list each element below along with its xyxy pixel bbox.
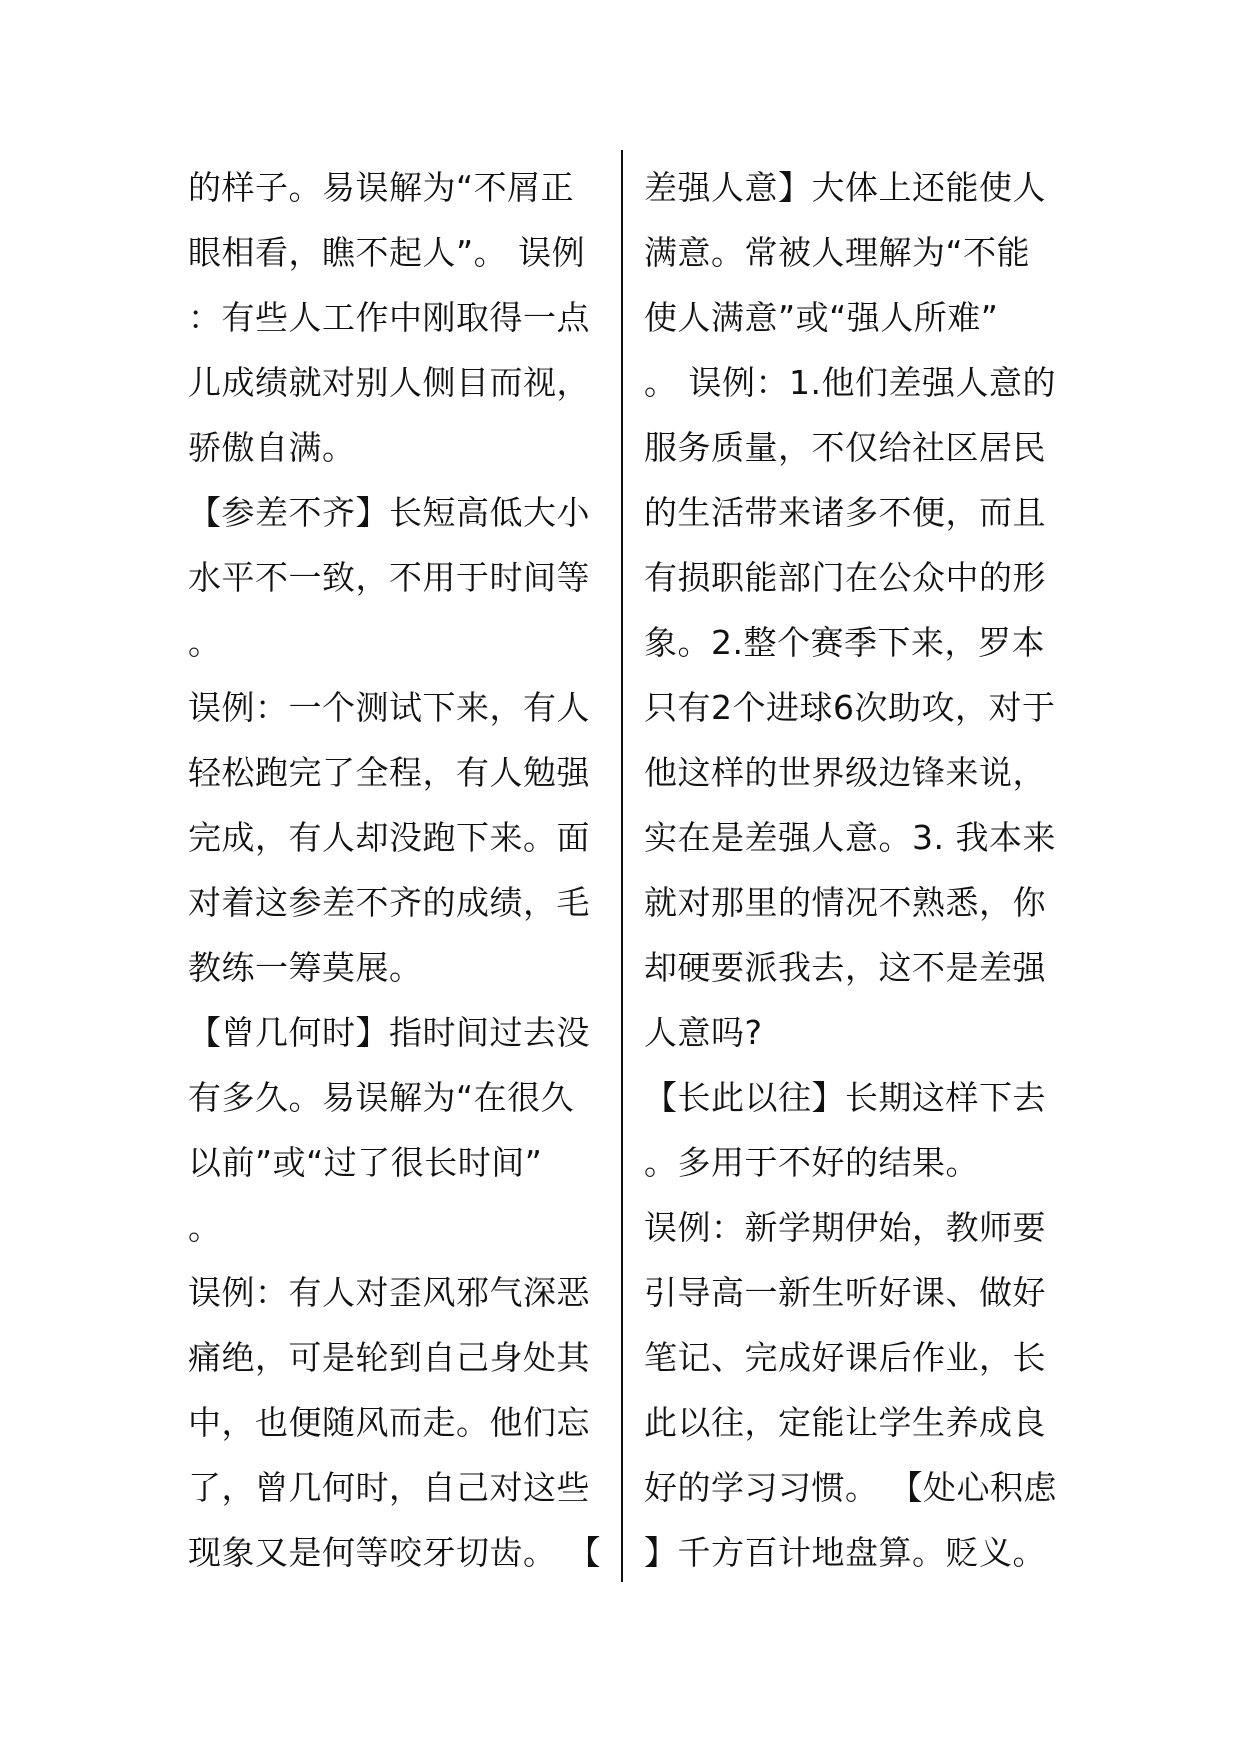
text-line: 骄傲自满。 [188, 428, 356, 467]
text-line: 完成，有人却没跑下来。面 [188, 818, 590, 857]
text-line: 的样子。易误解为“不屑正 [188, 168, 575, 207]
text-line: 好的学习习惯。 【处心积虑 [644, 1468, 1057, 1507]
text-line: 。 [188, 1208, 222, 1247]
text-line: 。多用于不好的结果。 [644, 1143, 979, 1182]
text-line: 【曾几何时】指时间过去没 [188, 1013, 590, 1052]
text-line: 差强人意】大体上还能使人 [644, 168, 1046, 207]
text-line: 【长此以往】长期这样下去 [644, 1078, 1046, 1117]
text-line: 有多久。易误解为“在很久 [188, 1078, 575, 1117]
text-line: 人意吗? [644, 1013, 763, 1052]
text-line: 。 误例：1.他们差强人意的 [644, 363, 1056, 402]
text-line: 误例：有人对歪风邪气深恶 [188, 1273, 590, 1312]
text-line: 引导高一新生听好课、做好 [644, 1273, 1046, 1312]
text-line: 痛绝，可是轮到自己身处其 [188, 1338, 590, 1377]
text-line: 对着这参差不齐的成绩，毛 [188, 883, 590, 922]
text-line: 误例：一个测试下来，有人 [188, 688, 590, 727]
text-line: 。 [188, 623, 222, 662]
text-line: 误例：新学期伊始，教师要 [644, 1208, 1046, 1247]
text-line: 教练一筹莫展。 [188, 948, 423, 987]
text-line: 只有2个进球6次助攻，对于 [644, 688, 1056, 727]
text-line: 以前”或“过了很长时间” [188, 1143, 543, 1182]
text-line: 满意。常被人理解为“不能 [644, 233, 1031, 272]
text-line: 此以往，定能让学生养成良 [644, 1403, 1046, 1442]
left-column [188, 155, 601, 1585]
text-line: 笔记、完成好课后作业，长 [644, 1338, 1046, 1377]
text-line: 使人满意”或“强人所难” [644, 298, 999, 337]
text-line: 服务质量，不仅给社区居民 [644, 428, 1046, 467]
text-line: 眼相看，瞧不起人”。 误例 [188, 233, 586, 272]
text-line: ：有些人工作中刚取得一点 [188, 298, 590, 337]
text-line: 现象又是何等咬牙切齿。 【 [188, 1533, 601, 1572]
text-line: 实在是差强人意。3. 我本来 [644, 818, 1056, 857]
text-line: 轻松跑完了全程，有人勉强 [188, 753, 590, 792]
text-line: 儿成绩就对别人侧目而视， [188, 363, 590, 402]
text-line: 【参差不齐】长短高低大小 [188, 493, 590, 532]
text-line: 象。2.整个赛季下来，罗本 [644, 623, 1045, 662]
column-divider [621, 150, 623, 1582]
text-line: 水平不一致，不用于时间等 [188, 558, 590, 597]
text-line: 有损职能部门在公众中的形 [644, 558, 1046, 597]
right-column [644, 155, 1057, 1585]
text-line: 了，曾几何时，自己对这些 [188, 1468, 590, 1507]
text-line: 就对那里的情况不熟悉，你 [644, 883, 1046, 922]
text-line: 他这样的世界级边锋来说， [644, 753, 1046, 792]
text-line: 】千方百计地盘算。贬义。 [644, 1533, 1046, 1572]
text-line: 的生活带来诸多不便，而且 [644, 493, 1046, 532]
text-line: 却硬要派我去，这不是差强 [644, 948, 1046, 987]
text-line: 中，也便随风而走。他们忘 [188, 1403, 590, 1442]
